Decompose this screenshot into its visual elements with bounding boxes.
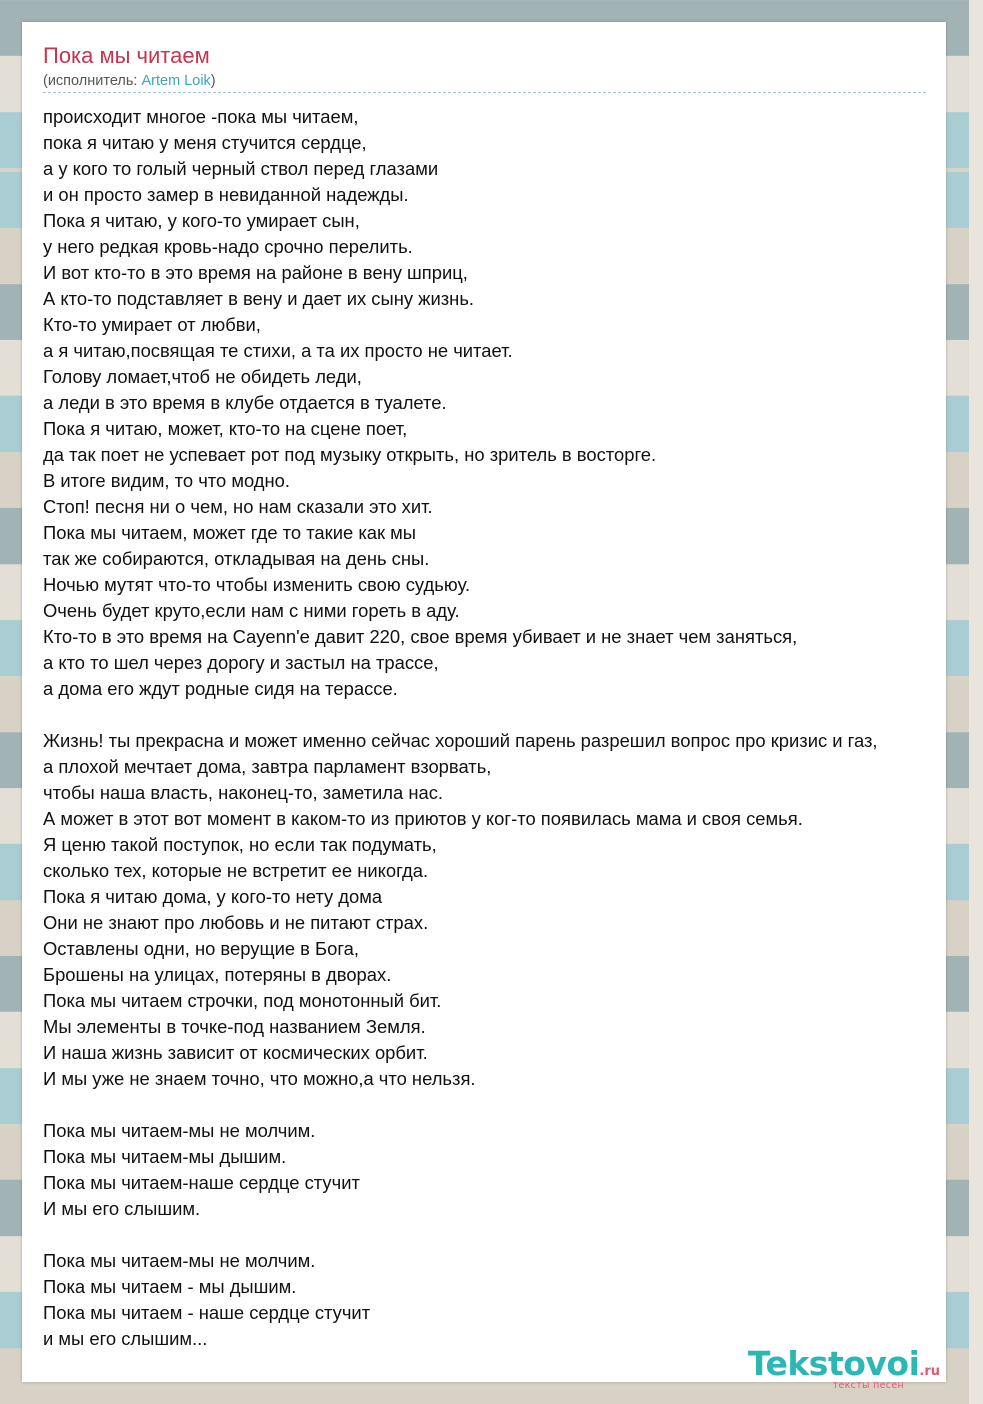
- lyric-line: да так поет не успевает рот под музыку открыть, но зритель в восторге.: [43, 444, 657, 465]
- artist-suffix: ): [210, 73, 216, 89]
- header-divider: [43, 92, 926, 93]
- lyric-line: Мы элементы в точке-под названием Земля.: [43, 1016, 426, 1037]
- lyric-line: И наша жизнь зависит от космических орбит.: [43, 1042, 428, 1063]
- lyric-line: происходит многое -пока мы читаем,: [43, 106, 359, 127]
- lyric-line: Пока мы читаем строчки, под монотонный бит.: [43, 990, 442, 1011]
- lyrics-stanza: [43, 1118, 983, 1222]
- lyric-line: Пока мы читаем-мы не молчим.: [43, 1120, 316, 1141]
- lyric-line: Брошены на улицах, потеряны в дворах.: [43, 964, 392, 985]
- lyric-line: пока я читаю у меня стучится сердце,: [43, 132, 367, 153]
- lyrics-stanza: [43, 728, 983, 1092]
- lyric-line: Пока я читаю, у кого-то умирает сын,: [43, 210, 360, 231]
- lyric-line: Я ценю такой поступок, но если так подумать,: [43, 834, 437, 855]
- lyric-line: Пока мы читаем-наше сердце стучит: [43, 1172, 360, 1193]
- lyrics-sheet: [22, 22, 946, 1391]
- lyric-line: Жизнь! ты прекрасна и может именно сейчас хороший парень разрешил вопрос про кризис и газ,: [43, 730, 878, 751]
- lyric-line: чтобы наша власть, наконец-то, заметила нас.: [43, 782, 444, 803]
- lyric-line: И мы его слышим.: [43, 1198, 201, 1219]
- lyric-line: Они не знают про любовь и не питают страх.: [43, 912, 429, 933]
- artist-line: [43, 73, 216, 89]
- lyric-line: а плохой мечтает дома, завтра парламент взорвать,: [43, 756, 492, 777]
- lyric-line: А может в этот вот момент в каком-то из приютов у ког-то появилась мама и своя семья.: [43, 808, 803, 829]
- lyric-line: Пока я читаю, может, кто-то на сцене поет,: [43, 418, 408, 439]
- lyric-line: а кто то шел через дорогу и застыл на трассе,: [43, 652, 439, 673]
- lyric-line: Пока я читаю дома, у кого-то нету дома: [43, 886, 383, 907]
- lyric-line: и он просто замер в невиданной надежды.: [43, 184, 409, 205]
- lyric-line: Кто-то умирает от любви,: [43, 314, 261, 335]
- lyric-line: сколько тех, которые не встретит ее никогда.: [43, 860, 429, 881]
- lyric-line: Оставлены одни, но верущие в Бога,: [43, 938, 359, 959]
- lyric-line: и мы его слышим...: [43, 1328, 208, 1349]
- lyric-line: Пока мы читаем - мы дышим.: [43, 1276, 297, 1297]
- lyric-line: Очень будет круто,если нам с ними гореть в аду.: [43, 600, 460, 621]
- artist-prefix: (исполнитель:: [43, 73, 142, 89]
- lyric-line: Пока мы читаем-мы не молчим.: [43, 1250, 316, 1271]
- lyric-line: И вот кто-то в это время на районе в вену шприц,: [43, 262, 468, 283]
- watermark-tagline: тексты песен: [832, 1380, 904, 1391]
- lyric-line: В итоге видим, то что модно.: [43, 470, 291, 491]
- lyric-line: у него редкая кровь-надо срочно перелить.: [43, 236, 413, 257]
- lyric-line: так же собираются, откладывая на день сны.: [43, 548, 430, 569]
- lyric-line: а леди в это время в клубе отдается в туалете.: [43, 392, 447, 413]
- lyric-line: а у кого то голый черный ствол перед глазами: [43, 158, 439, 179]
- lyric-line: Пока мы читаем - наше сердце стучит: [43, 1302, 371, 1323]
- watermark-name: Tekstovoi: [747, 1344, 920, 1383]
- lyric-line: А кто-то подставляет в вену и дает их сыну жизнь.: [43, 288, 475, 309]
- lyric-line: И мы уже не знаем точно, что можно,а что нельзя.: [43, 1068, 476, 1089]
- song-title: Пока мы читаем: [43, 43, 210, 68]
- lyric-line: Ночью мутят что-то чтобы изменить свою судьюу.: [43, 574, 471, 595]
- lyric-line: а дома его ждут родные сидя на терассе.: [43, 678, 398, 699]
- lyrics-stanza: [43, 104, 983, 702]
- lyrics-body: [43, 104, 983, 1352]
- site-watermark: [747, 1344, 940, 1391]
- lyric-line: Голову ломает,чтоб не обидеть леди,: [43, 366, 362, 387]
- lyric-line: Пока мы читаем, может где то такие как мы: [43, 522, 417, 543]
- artist-link[interactable]: Artem Loik: [141, 73, 211, 89]
- lyric-line: Кто-то в это время на Cayenn'e давит 220, свое время убивает и не знает чем заняться,: [43, 626, 798, 647]
- lyrics-stanza: [43, 1248, 983, 1352]
- lyric-line: Пока мы читаем-мы дышим.: [43, 1146, 287, 1167]
- lyric-line: а я читаю,посвящая те стихи, а та их просто не читает.: [43, 340, 513, 361]
- lyric-line: Стоп! песня ни о чем, но нам сказали это хит.: [43, 496, 433, 517]
- watermark-tld: .ru: [919, 1364, 940, 1379]
